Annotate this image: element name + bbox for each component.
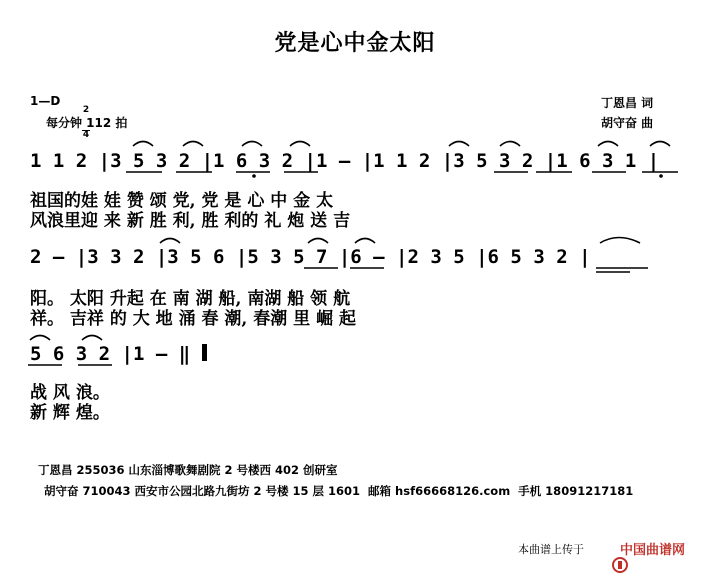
slur [449, 142, 469, 147]
site-logo-icon [602, 538, 618, 554]
slur [82, 336, 102, 341]
slur [133, 142, 153, 147]
final-barline [202, 344, 207, 361]
lyrics-line-2b: 祥。 吉祥 的 大 地 涌 春 潮, 春潮 里 崛 起 [30, 309, 357, 329]
time-signature-bottom: 4 [82, 130, 90, 140]
site-logo-text[interactable]: 中国曲谱网 [620, 543, 686, 558]
slur [355, 239, 375, 244]
slur [30, 336, 50, 341]
lyrics-line-3a: 战 风 浪。 [30, 383, 110, 403]
key-signature: 1—D [30, 94, 61, 108]
lyrics-line-1b: 风浪里迎 来 新 胜 利, 胜 利的 礼 炮 送 吉 [30, 211, 351, 231]
tempo-marking: 每分钟 112 拍 [46, 116, 128, 130]
slur [600, 238, 640, 244]
slur [308, 239, 328, 244]
lyrics-line-2a: 阳。 太阳 升起 在 南 湖 船, 南湖 船 领 航 [30, 289, 351, 309]
slur [160, 239, 180, 244]
notation-line-3: 5 6 3 2 |1 — ‖ [30, 343, 191, 365]
notation-line-1: 1 1 2 |3 5 3 2 |1 6 3 2 |1 — |1 1 2 |3 5 3 2 |1 6 3 1 | [30, 150, 660, 172]
slur [290, 142, 310, 147]
composer-credit: 胡守奋 曲 [601, 116, 654, 130]
slur [598, 142, 618, 147]
page-title: 党是心中金太阳 [274, 30, 436, 56]
lyrics-line-3b: 新 辉 煌。 [30, 403, 110, 423]
slur [242, 142, 262, 147]
slur [650, 142, 670, 147]
slur [183, 142, 203, 147]
lyrics-line-1a: 祖国的娃 娃 赞 颂 党, 党 是 心 中 金 太 [30, 191, 334, 211]
lyricist-credit: 丁恩昌 词 [601, 96, 654, 110]
footer-line-2: 胡守奋 710043 西安市公园北路九街坊 2 号楼 15 层 1601 邮箱 hsf66668126.com 手机 18091217181 [44, 484, 634, 498]
upload-note: 本曲谱上传于 [518, 543, 584, 556]
footer-line-1: 丁恩昌 255036 山东淄博歌舞剧院 2 号楼西 402 创研室 [38, 463, 338, 477]
slur [500, 142, 520, 147]
notation-line-2: 2 — |3 3 2 |3 5 6 |5 3 5 7 |6 — |2 3 5 |6 5 3 2 | [30, 246, 591, 268]
time-signature-top: 2 [82, 105, 90, 115]
